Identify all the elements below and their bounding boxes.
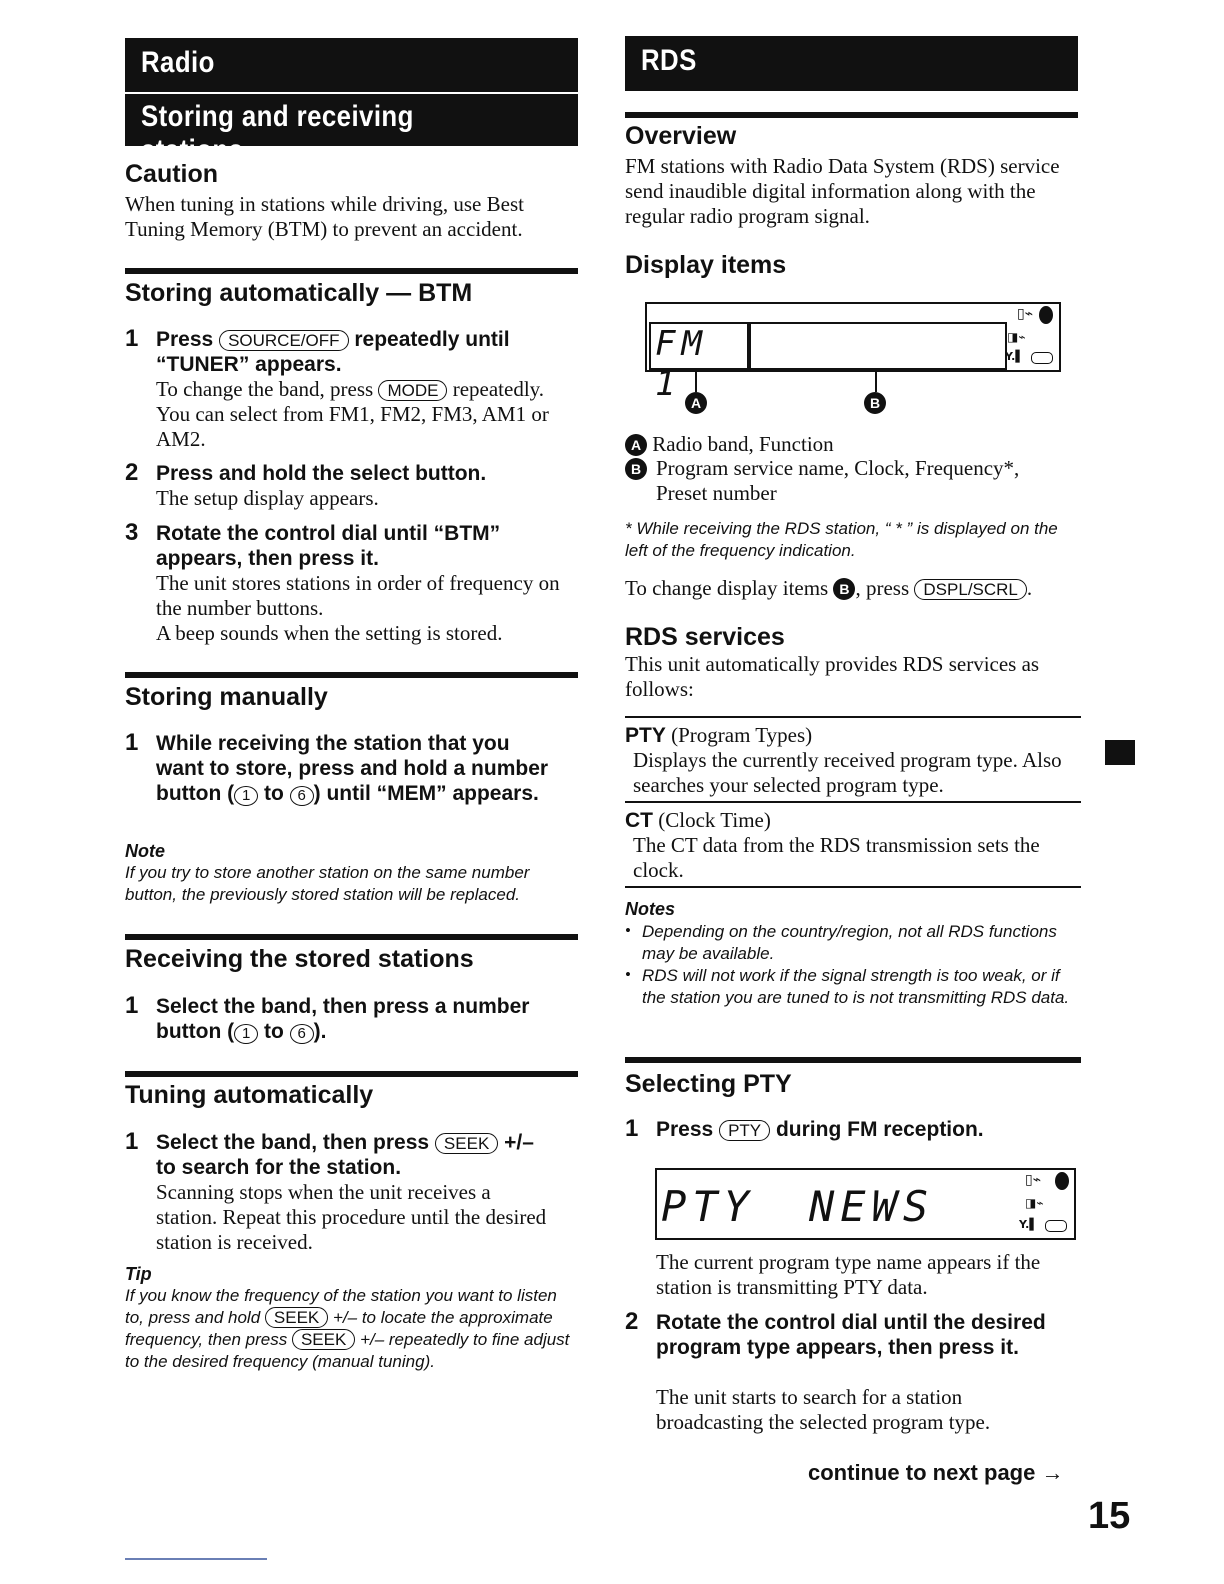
step-text: repeatedly until: [354, 328, 510, 351]
ct-desc: The CT data from the RDS transmission sets the clock.: [633, 833, 1040, 882]
step-number: 1: [125, 1128, 139, 1155]
dspl-scrl-button[interactable]: DSPL/SCRL: [914, 579, 1026, 600]
footer-rule: [125, 1558, 267, 1560]
banner-title-rds: RDS: [641, 44, 697, 77]
pty-step-2-title: Rotate the control dial until the desired program type appears, then press it.: [656, 1311, 1046, 1359]
overview-title: Overview: [625, 122, 737, 150]
audio-icon: ◨⌁: [1025, 1196, 1044, 1210]
pty-paren: (Program Types): [671, 723, 813, 747]
step-text: Press: [156, 328, 214, 351]
lcd-pty-text: PTY: [661, 1182, 755, 1231]
item-a-text: Radio band, Function: [652, 432, 834, 456]
table-rule: [625, 716, 1081, 718]
pty-step-1-body: The current program type name appears if the station is transmitting PTY data.: [656, 1250, 1041, 1299]
step-number: 1: [125, 325, 139, 352]
btm-title: Storing automatically — BTM: [125, 279, 473, 307]
step-text: to: [263, 1020, 284, 1043]
pty-row: [625, 723, 1081, 748]
lcd-info-area: [749, 322, 1007, 370]
body-text: To change display items: [625, 576, 829, 600]
number-button-1[interactable]: 1: [234, 786, 258, 806]
battery-icon: [1045, 1220, 1067, 1232]
section-banner-rds: [625, 36, 1078, 91]
body-text: , press: [855, 576, 910, 600]
rds-services-title: RDS services: [625, 623, 785, 651]
lcd-news-text: NEWS: [809, 1182, 935, 1231]
tip-text: [125, 1285, 575, 1373]
callout-b-inline: B: [833, 578, 855, 600]
source-off-button[interactable]: SOURCE/OFF: [219, 330, 348, 351]
pty-step-2-body: The unit starts to search for a station broadcasting the selected program type.: [656, 1385, 991, 1434]
number-button-1[interactable]: 1: [234, 1024, 258, 1044]
callout-b: B: [864, 392, 886, 414]
step-number: 1: [625, 1115, 639, 1142]
ct-row: [625, 808, 1081, 833]
signal-icon: Y.▌: [1005, 350, 1024, 363]
page-number: 15: [1088, 1495, 1131, 1537]
btm-step-2-title: Press and hold the select button.: [156, 462, 487, 485]
btm-step-2-body: The setup display appears.: [156, 486, 379, 510]
section-rule: [125, 672, 578, 678]
step-text: ) until “MEM” appears.: [313, 782, 539, 805]
signal-icon: Y.▌: [1019, 1218, 1038, 1231]
stored-title: Receiving the stored stations: [125, 945, 474, 973]
overview-text: FM stations with Radio Data System (RDS) service send inaudible digital information along with the regular radio program signal.: [625, 154, 1060, 228]
btm-step-1-title: [156, 327, 576, 377]
note-text-2: RDS will not work if the signal strength is too weak, or if the station you are tuned to is not transmitting RDS data.: [642, 966, 1070, 1007]
bluetooth-icon: [1039, 306, 1053, 324]
body-text: repeatedly. You can select from FM1, FM2, FM3, AM1 or AM2.: [156, 377, 549, 451]
callout-b-inline: B: [625, 458, 647, 480]
step-text: Press: [656, 1118, 714, 1141]
btm-step-3-body-1: The unit stores stations in order of frequency on the number buttons.: [156, 571, 560, 620]
step-number: 1: [125, 992, 139, 1019]
section-rule: [625, 112, 1078, 118]
step-number: 3: [125, 519, 139, 546]
bullet-dot: •: [625, 921, 631, 940]
rds-services-text: This unit automatically provides RDS services as follows:: [625, 652, 1040, 701]
tuning-title: Tuning automatically: [125, 1081, 374, 1109]
step-text: “TUNER” appears.: [156, 353, 342, 376]
section-rule: [125, 934, 578, 940]
step-text: to: [263, 782, 284, 805]
pty-term: PTY: [625, 724, 666, 747]
step-text: ).: [313, 1020, 327, 1043]
callout-a: A: [685, 392, 707, 414]
tip-text-part: If you know the frequency of the station you want to listen to, press and hold: [125, 1286, 557, 1327]
lcd-band-area: [649, 322, 749, 404]
number-button-6[interactable]: 6: [290, 786, 314, 806]
btm-step-1-body: [156, 377, 576, 452]
table-rule: [625, 801, 1081, 803]
step-text: to search for the station.: [156, 1156, 402, 1179]
body-text: To change the band, press: [156, 377, 374, 401]
btm-step-3-title: Rotate the control dial until “BTM” appears, then press it.: [156, 522, 501, 570]
manual-step-1-title: [156, 731, 556, 806]
seek-button[interactable]: SEEK: [265, 1307, 328, 1328]
step-text: Select the band, then press: [156, 1131, 430, 1154]
step-number: 2: [625, 1308, 639, 1335]
ct-term: CT: [625, 809, 653, 832]
step-text: While receiving the station that you want to store, press and hold a number button (: [156, 732, 549, 805]
banner-title-radio: Radio: [141, 46, 215, 79]
notes-title: Notes: [625, 899, 676, 919]
stored-step-1-title: [156, 994, 576, 1044]
phone-icon: ▯⌁: [1017, 306, 1034, 322]
bluetooth-icon: [1055, 1172, 1069, 1190]
pty-step-1-title: [656, 1117, 1080, 1142]
section-rule: [125, 268, 578, 274]
btm-step-3-body-2: A beep sounds when the setting is stored.: [156, 621, 503, 645]
change-display-text: To change display items B , press DSPL/SCRL .: [625, 576, 1033, 600]
note-text-1: Depending on the country/region, not all RDS functions may be available.: [642, 922, 1057, 963]
callout-a-inline: A: [625, 434, 647, 456]
step-text: Select the band, then press a number button (: [156, 995, 530, 1043]
lcd-display: [645, 302, 1061, 404]
manual-title: Storing manually: [125, 683, 328, 711]
pty-desc: Displays the currently received program type. Also searches your selected program type.: [633, 748, 1062, 797]
item-a: [625, 432, 1075, 457]
tip-text-part: +/– to locate the approximate frequency, then press: [125, 1308, 553, 1349]
mode-button[interactable]: MODE: [378, 380, 447, 401]
step-text: during FM reception.: [775, 1118, 984, 1141]
callout-line-a: [695, 368, 697, 392]
step-number: 1: [125, 729, 139, 756]
step-text: +/–: [504, 1131, 534, 1154]
footnote: * While receiving the RDS station, “ * ” is displayed on the left of the frequency indication.: [625, 519, 1058, 560]
banner-subtitle: Storing and receiving stations: [141, 100, 414, 167]
section-tab-marker: [1105, 740, 1135, 765]
seek-button[interactable]: SEEK: [292, 1329, 355, 1350]
bullet-dot: •: [625, 965, 631, 984]
seek-button[interactable]: SEEK: [435, 1133, 498, 1154]
pty-button[interactable]: PTY: [719, 1120, 770, 1141]
caution-text: When tuning in stations while driving, use Best Tuning Memory (BTM) to prevent an accident.: [125, 192, 524, 241]
tuning-step-1-title: [156, 1130, 580, 1180]
item-b-text: Program service name, Clock, Frequency*, Preset number: [656, 456, 1020, 505]
step-number: 2: [125, 459, 139, 486]
tip-title: Tip: [125, 1264, 152, 1284]
manual-note-title: Note: [125, 841, 165, 861]
battery-icon: [1031, 352, 1053, 364]
callout-line-b: [875, 368, 877, 392]
tuning-step-1-body: Scanning stops when the unit receives a station. Repeat this procedure until the desired station is received.: [156, 1180, 547, 1254]
banner-divider: [125, 92, 578, 94]
audio-icon: ◨⌁: [1007, 330, 1026, 344]
lcd-display-pty: [655, 1168, 1076, 1240]
continue-to-next-page: continue to next page →: [808, 1460, 1064, 1485]
ct-paren: (Clock Time): [658, 808, 771, 832]
tip-text-part: +/– repeatedly to fine adjust to the desired frequency (manual tuning).: [125, 1330, 570, 1371]
section-banner-radio: [125, 38, 578, 167]
section-rule: [125, 1071, 578, 1077]
selecting-pty-title: Selecting PTY: [625, 1070, 792, 1098]
caution-title: Caution: [125, 160, 219, 188]
lcd-band-text: FM 1: [655, 324, 708, 404]
display-items-title: Display items: [625, 251, 787, 279]
section-rule: [625, 1057, 1081, 1063]
table-rule: [625, 886, 1081, 888]
item-b: [625, 456, 1075, 506]
number-button-6[interactable]: 6: [290, 1024, 314, 1044]
phone-icon: ▯⌁: [1025, 1172, 1042, 1188]
manual-note-text: If you try to store another station on the same number button, the previously stored station will be replaced.: [125, 863, 530, 904]
